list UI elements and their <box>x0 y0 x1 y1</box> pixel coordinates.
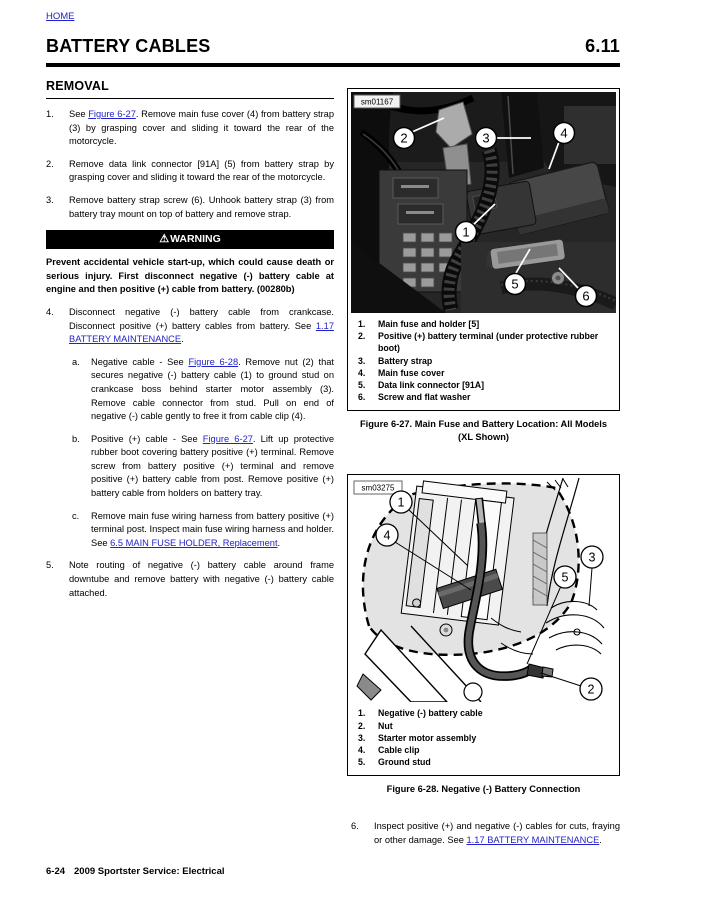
step-6 <box>351 820 620 847</box>
footer-title: 2009 Sportster Service: Electrical <box>74 866 225 877</box>
legend-num: 2. <box>358 720 366 731</box>
right-column <box>347 88 620 857</box>
callout-5: 5 <box>511 276 519 292</box>
text-segment: Remove data link connector [91A] (5) from battery strap by grasping cover and sliding it toward the rear of the motorcycle. <box>69 158 334 183</box>
figure-6-27-link[interactable]: Figure 6-27 <box>88 109 136 119</box>
drawing-tag: sm03275 <box>361 483 395 493</box>
main-fuse-holder-link[interactable]: 6.5 MAIN FUSE HOLDER, Replacement <box>110 537 278 548</box>
substep-text <box>91 510 334 551</box>
legend-num: 5. <box>358 380 366 391</box>
step-number: 5. <box>46 560 54 571</box>
warning-text: Prevent accidental vehicle start-up, which could cause death or serious injury. First disconnect negative (-) battery cable at engine and then positive (+) cable from battery. (00280b) <box>46 257 334 295</box>
step-number: 1. <box>46 109 54 119</box>
callout-1: 1 <box>462 224 470 240</box>
legend-item <box>358 379 614 391</box>
battery-maintenance-link[interactable]: 1.17 BATTERY MAINTENANCE <box>466 835 600 846</box>
legend-label: Data link connector [91A] <box>378 380 485 391</box>
legend-label: Main fuse and holder [5] <box>378 319 480 329</box>
callout-4: 4 <box>383 528 391 543</box>
substep-a <box>72 356 334 424</box>
legend-num: 1. <box>358 319 366 329</box>
substep-text <box>91 433 334 501</box>
figure-6-28-caption: Figure 6-28. Negative (-) Battery Connection <box>386 784 581 795</box>
legend-label: Negative (-) battery cable <box>378 708 483 719</box>
text-segment: Remove main fuse wiring harness from battery positive (+) terminal post. Inspect main fuse wiring harness and holder. See <box>91 510 334 548</box>
legend-label: Nut <box>378 720 393 731</box>
text-segment: . Remove nut (2) that secures negative (-) battery cable (1) to ground stud on crankcase boss behind starter motor assembly (3). Remove cable connector from stud. Pull on end of negative (-) cable gently to free it from cable clip (4). <box>91 356 334 422</box>
figure-6-27-link[interactable]: Figure 6-27 <box>202 433 253 444</box>
footer-page-number: 6-24 <box>46 866 66 877</box>
caption-line: (XL Shown) <box>458 432 509 443</box>
text-segment: . Remove main fuse cover (4) from battery strap (3) by grasping cover and sliding it toward the rear of the motorcycle. <box>69 109 335 147</box>
legend-label: Positive (+) battery terminal (under protective rubber boot) <box>378 331 599 354</box>
legend-num: 5. <box>358 757 366 768</box>
step-text <box>69 158 334 185</box>
legend-item <box>358 756 614 768</box>
text-segment: Remove battery strap screw (6). Unhook battery strap (3) from battery tray mount on top of battery and remove strap. <box>69 194 334 219</box>
warning-title: WARNING <box>170 233 221 246</box>
legend-num: 2. <box>358 331 366 342</box>
step-5 <box>46 559 334 600</box>
caption-line: Figure 6-27. Main Fuse and Battery Location: All Models <box>359 419 608 430</box>
legend-item <box>358 391 614 403</box>
callout-1: 1 <box>397 495 405 510</box>
warning-banner <box>46 230 334 249</box>
step-number: 4. <box>46 306 54 317</box>
callout-2: 2 <box>400 130 408 146</box>
step-text <box>69 559 334 600</box>
step-text <box>69 108 334 149</box>
figure-6-27-box <box>347 88 620 411</box>
text-segment: See <box>69 109 89 119</box>
figure-6-28-box <box>347 474 620 776</box>
callout-5: 5 <box>561 570 569 585</box>
substep-c <box>72 510 334 551</box>
step-1 <box>46 108 334 149</box>
figure-6-27-caption <box>347 418 620 444</box>
legend-item <box>358 318 614 330</box>
warning-triangle-icon: ⚠ <box>159 233 170 246</box>
legend-num: 1. <box>358 708 366 719</box>
text-segment: Negative cable - See <box>91 356 189 367</box>
text-segment: . <box>277 537 281 548</box>
figure-6-28-drawing <box>351 478 616 702</box>
page-header <box>46 36 620 57</box>
callout-3: 3 <box>588 550 596 565</box>
figure-6-27-photo <box>351 92 616 313</box>
substep-letter: b. <box>72 433 80 444</box>
callout-3: 3 <box>482 130 490 146</box>
callout-4: 4 <box>560 125 568 141</box>
legend-item <box>358 720 614 732</box>
legend-label: Starter motor assembly <box>378 732 477 743</box>
substep-letter: a. <box>72 356 80 367</box>
substep-letter: c. <box>72 510 80 521</box>
step-3 <box>46 194 334 221</box>
callout-6: 6 <box>582 288 590 304</box>
legend-item <box>358 367 614 379</box>
legend-num: 4. <box>358 367 366 378</box>
legend-item <box>358 330 614 354</box>
substep-b <box>72 433 334 501</box>
step-text <box>374 820 620 847</box>
legend-num: 3. <box>358 355 366 366</box>
legend-label: Screw and flat washer <box>378 392 471 403</box>
step-number: 6. <box>351 821 359 832</box>
home-link[interactable]: HOME <box>46 11 75 22</box>
callout-2: 2 <box>587 682 595 697</box>
step-2 <box>46 158 334 185</box>
legend-num: 4. <box>358 745 366 756</box>
step-text <box>69 306 334 347</box>
page-footer <box>46 866 225 877</box>
legend-label: Ground stud <box>378 757 431 768</box>
step-number: 2. <box>46 158 54 169</box>
legend-item <box>358 707 614 719</box>
legend-item <box>358 744 614 756</box>
text-segment: . <box>599 835 602 846</box>
section-number: 6.11 <box>585 36 620 56</box>
text-segment: . Lift up protective rubber boot covering battery positive (+) terminal. Remove screw from battery positive (+) terminal and remove positive (+) battery cable from post. Remove positive (+) battery cable from holders on battery tray. <box>91 433 335 499</box>
step-4 <box>46 306 334 347</box>
legend-num: 6. <box>358 392 366 403</box>
legend-label: Cable clip <box>378 745 420 756</box>
left-column <box>46 79 334 609</box>
photo-tag: sm01167 <box>360 97 394 107</box>
title-rule <box>46 63 620 67</box>
legend-label: Battery strap <box>378 355 433 366</box>
text-segment: Note routing of negative (-) battery cable around frame downtube and remove battery with negative (-) battery cable attached. <box>69 560 334 598</box>
step-text <box>69 194 334 221</box>
figure-6-28-link[interactable]: Figure 6-28 <box>188 356 239 367</box>
legend-label: Main fuse cover <box>378 367 445 378</box>
battery-maintenance-link[interactable]: 1.17 BATTERY MAINTENANCE <box>69 320 334 345</box>
substep-text <box>91 356 334 424</box>
legend-item <box>358 732 614 744</box>
step-number: 3. <box>46 194 54 205</box>
text-segment: Inspect positive (+) and negative (-) cables for cuts, fraying or other damage. See <box>374 821 620 846</box>
text-segment: Disconnect negative (-) battery cable from crankcase. Disconnect positive (+) battery cables from battery. See <box>69 306 334 331</box>
figure-6-28-legend <box>351 702 616 772</box>
removal-heading: REMOVAL <box>46 79 334 99</box>
legend-num: 3. <box>358 732 366 743</box>
figure-6-27-legend <box>351 313 616 407</box>
text-segment: Positive (+) cable - See <box>91 433 203 444</box>
legend-item <box>358 355 614 367</box>
text-segment: . <box>181 334 184 345</box>
page-title: BATTERY CABLES <box>46 36 211 56</box>
